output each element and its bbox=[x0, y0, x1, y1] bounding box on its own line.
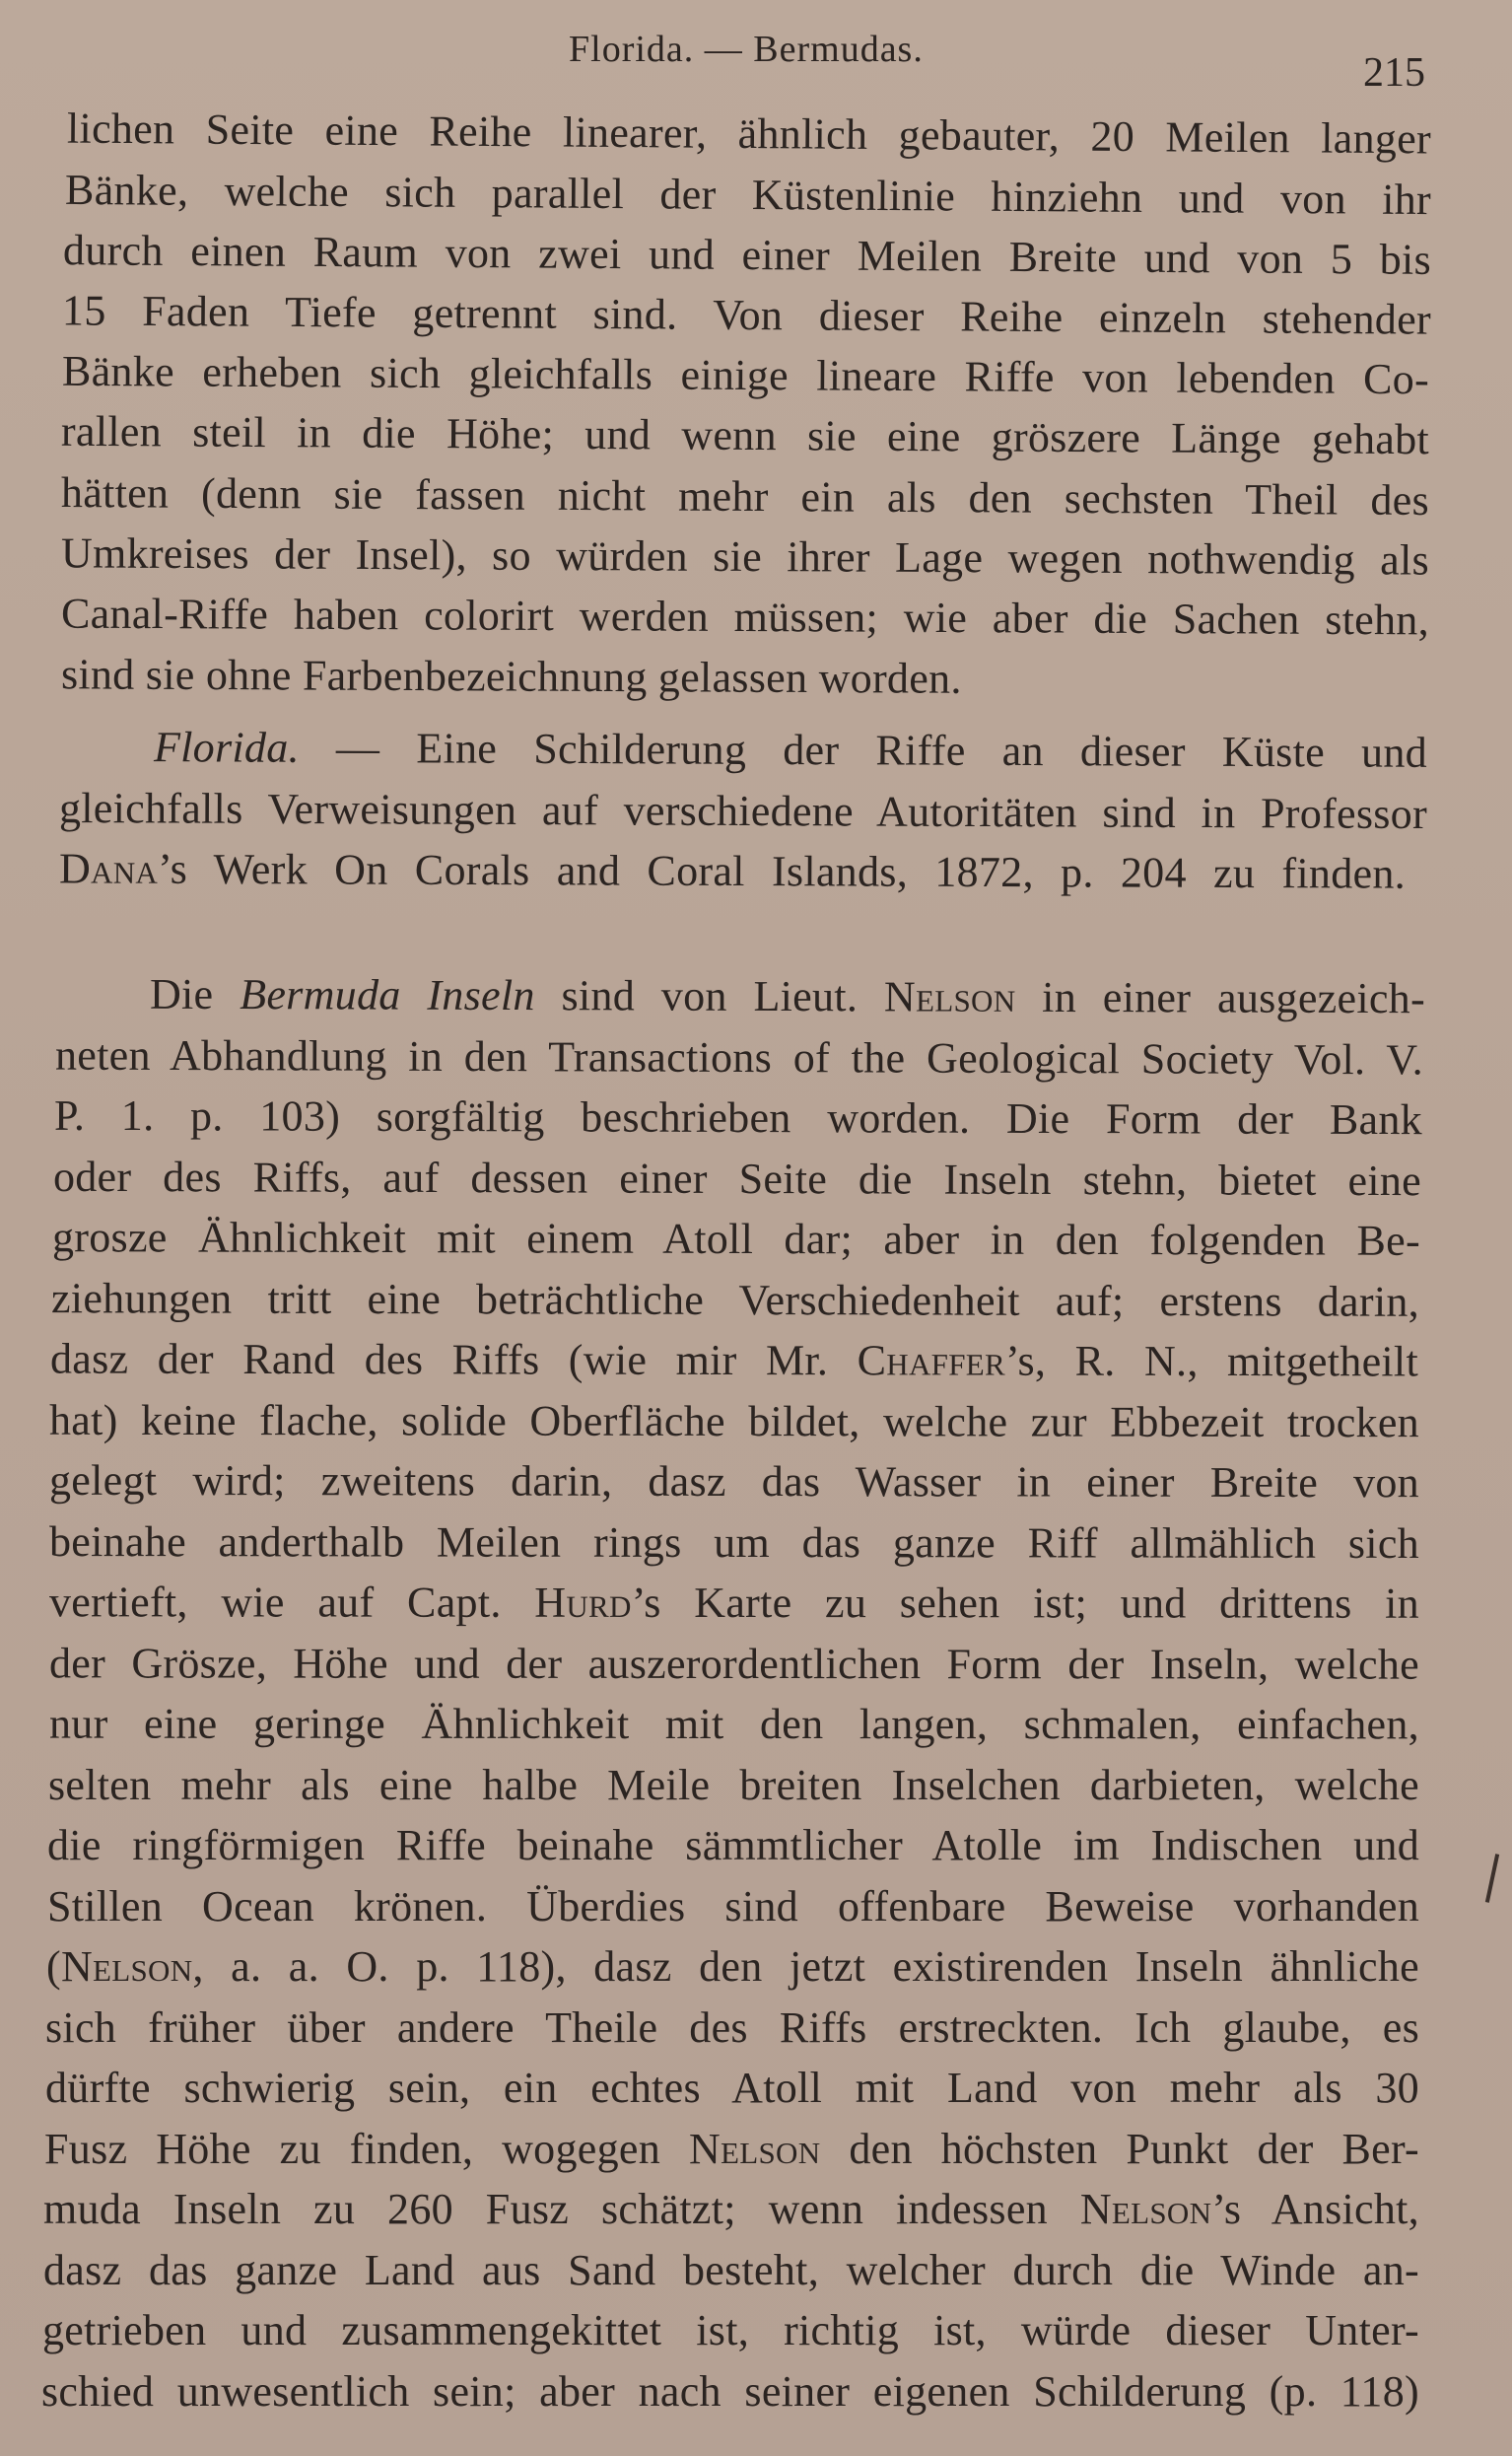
bermuda-text: ’s Karte zu sehen ist; und drittens in bbox=[631, 1578, 1420, 1628]
bermuda-text: ( bbox=[46, 1942, 61, 1991]
bermuda-paragraph-line: Stillen Ocean krӧnen. Überdies sind offenbare Beweise vorhanden bbox=[47, 1882, 1419, 1930]
bermuda-paragraph-line bbox=[49, 1577, 1419, 1629]
bermuda-heading: Bermuda Inseln bbox=[240, 970, 535, 1020]
author-name: Nelson bbox=[688, 2125, 821, 2173]
bermuda-text: in einer ausgezeich- bbox=[1015, 972, 1426, 1023]
florida-paragraph-line: gleichfalls Verweisungen auf verschiedene Autoritäten sind in Professor bbox=[58, 783, 1428, 839]
bermuda-paragraph-line: oder des Riffs, auf dessen einer Seite die Inseln stehn, bietet eine bbox=[52, 1152, 1422, 1206]
florida-text: ’s Werk On Corals and Coral Islands, 1872, p. 204 zu finden. bbox=[158, 844, 1407, 898]
bermuda-text: ’s Ansicht, bbox=[1211, 2185, 1419, 2233]
bermuda-paragraph-line: hat) keine flache, solide Oberfläche bildet, welche zur Ebbezeit trocken bbox=[48, 1395, 1420, 1447]
text-line: Bänke, welche sich parallel der Küstenlinie hinziehn und von ihr bbox=[64, 165, 1432, 225]
text-line: durch einen Raum von zwei und einer Meilen Breite und von 5 bis bbox=[62, 226, 1432, 284]
text-line: Umkreises der Insel), so würden sie ihrer Lage wegen nothwendig als bbox=[60, 528, 1430, 585]
author-name: Nelson bbox=[1079, 2185, 1212, 2233]
bermuda-paragraph-line bbox=[150, 969, 1425, 1025]
bermuda-text: Fusz Hӧhe zu finden, wogegen bbox=[44, 2125, 689, 2173]
bermuda-paragraph-line: beinahe anderthalb Meilen rings um das ganze Riff allmählich sich bbox=[48, 1517, 1420, 1568]
bermuda-text: , a. a. O. p. 118), dasz den jetzt existirenden Inseln ähnliche bbox=[192, 1942, 1419, 1991]
bermuda-text: dasz der Rand des Riffs (wie mir Mr. bbox=[49, 1334, 858, 1385]
text-line: Canal-Riffe haben colorirt werden müssen; wie aber die Sachen stehn, bbox=[60, 589, 1430, 645]
page-number: 215 bbox=[1363, 50, 1425, 96]
author-name: Nelson bbox=[60, 1942, 193, 1991]
author-name: Dana bbox=[58, 844, 159, 893]
bermuda-text: vertieft, wie auf Capt. bbox=[48, 1578, 535, 1627]
author-name: Hurd bbox=[534, 1578, 632, 1627]
florida-paragraph-line bbox=[59, 843, 1406, 899]
bermuda-paragraph-line: dasz das ganze Land aus Sand besteht, welcher durch die Winde an- bbox=[43, 2246, 1419, 2294]
bermuda-paragraph-line bbox=[44, 2124, 1419, 2175]
bermuda-paragraph-line: der Grösze, Höhe und der auszerordentlichen Form der Inseln, welche bbox=[48, 1639, 1420, 1689]
bermuda-text: muda Inseln zu 260 Fusz schätzt; wenn indessen bbox=[43, 2185, 1080, 2233]
bermuda-text: ’s, R. N., mitgetheilt bbox=[1004, 1336, 1419, 1386]
text-line: rallen steil in die Höhe; und wenn sie eine grӧszere Länge gehabt bbox=[60, 406, 1430, 464]
bermuda-paragraph-line: sich früher über andere Theile des Riffs erstreckten. Ich glaube, es bbox=[45, 2003, 1419, 2052]
text-line: hätten (denn sie fassen nicht mehr ein als den sechsten Theil des bbox=[60, 468, 1430, 525]
bermuda-paragraph-line: gelegt wird; zweitens darin, dasz das Wasser in einer Breite von bbox=[48, 1455, 1420, 1508]
florida-heading: Florida. bbox=[153, 723, 300, 772]
running-title: Florida. — Bermudas. bbox=[569, 29, 924, 70]
bermuda-paragraph-line bbox=[46, 1941, 1419, 1993]
text-line: sind sie ohne Farbenbezeichnung gelassen worden. bbox=[60, 650, 962, 703]
florida-paragraph-line bbox=[154, 722, 1427, 779]
bermuda-paragraph-line: P. 1. p. 103) sorgfältig beschrieben worden. Die Form der Bank bbox=[53, 1090, 1423, 1145]
bermuda-paragraph-line: die ringfӧrmigen Riffe beinahe sämmtlicher Atolle im Indischen und bbox=[47, 1821, 1419, 1869]
florida-text: — Eine Schilderung der Riffe an dieser Küste und bbox=[299, 723, 1428, 777]
bermuda-paragraph-line: ziehungen tritt eine beträchtliche Verschiedenheit auf; erstens darin, bbox=[50, 1274, 1420, 1326]
bermuda-paragraph-line: dürfte schwierig sein, ein echtes Atoll mit Land von mehr als 30 bbox=[45, 2064, 1419, 2112]
text-line: 15 Faden Tiefe getrennt sind. Von dieser Reihe einzeln stehender bbox=[61, 286, 1432, 344]
text-line: Bänke erheben sich gleichfalls einige lineare Riffe von lebenden Co- bbox=[61, 346, 1430, 404]
author-name: Nelson bbox=[883, 972, 1016, 1021]
bermuda-paragraph-line: grosze Ähnlichkeit mit einem Atoll dar; aber in den folgenden Be- bbox=[51, 1213, 1421, 1265]
bermuda-paragraph-line: getrieben und zusammengekittet ist, richtig ist, würde dieser Unter- bbox=[42, 2306, 1419, 2354]
bermuda-paragraph-line: nur eine geringe Ähnlichkeit mit den langen, schmalen, einfachen, bbox=[48, 1699, 1420, 1749]
bermuda-paragraph-line: neten Abhandlung in den Transactions of the Geological Society Vol. V. bbox=[54, 1030, 1424, 1085]
bermuda-text: den hӧchsten Punkt der Ber- bbox=[820, 2125, 1419, 2173]
bermuda-paragraph-line: schied unwesentlich sein; aber nach seiner eigenen Schilderung (p. 118) bbox=[41, 2367, 1419, 2416]
bermuda-paragraph-line bbox=[43, 2184, 1419, 2235]
author-name: Chaffer bbox=[857, 1336, 1006, 1385]
bermuda-text: sind von Lieut. bbox=[534, 971, 885, 1021]
bermuda-paragraph-line bbox=[50, 1334, 1418, 1388]
text-line: lichen Seite eine Reihe linearer, ähnlich gebauter, 20 Meilen langer bbox=[66, 104, 1432, 164]
bermuda-paragraph-line: selten mehr als eine halbe Meile breiten Inselchen darbieten, welche bbox=[48, 1761, 1419, 1809]
bermuda-text: Die bbox=[149, 969, 241, 1019]
